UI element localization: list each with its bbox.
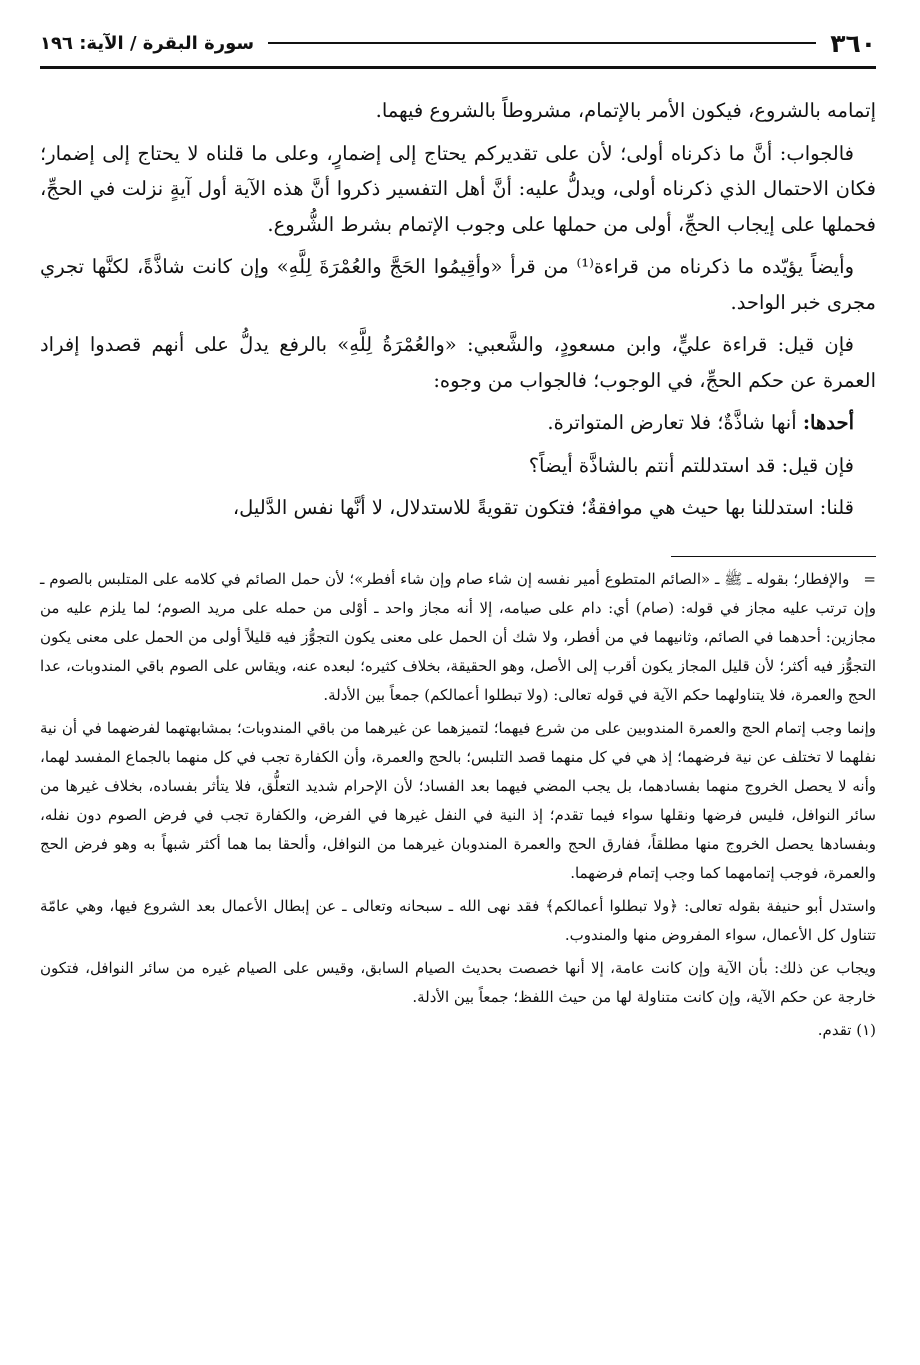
continuation-mark: = [863, 569, 876, 588]
footnote-separator [671, 556, 876, 557]
footnote-paragraph: وإنما وجب إتمام الحج والعمرة المندوبين على من شرع فيهما؛ لتميزهما عن غيرهما من باقي المندوبات؛ بمشابهتهما لفرضهما في أن نية نفلهما لا تختلف عن نية فرضهما؛ إذ هي في كل منهما قصد التلبس؛ بالحج والعمرة، وأن الكفارة تجب في كل منهما بالجماع المفسد لهما، وأنه لا يحصل الخروج منهما بفسادهما، بل يجب المضي فيهما بعد الفساد؛ لأن الإحرام شديد التعلُّق، فلا يتأثر بفساده، بخلاف غيرها من سائر النوافل، فليس فرضها ونقلها سواء فيما تقدم؛ إذ النية في النفل غيرها في الفرض، والكفارة تجب في فرض الصوم دون نفله، وبفسادها يحصل الخروج منها مطلقاً، ففارق الحج والعمرة المندوبان غيرهما من النوافل، وألحقا بما هما أكثر شبهاً به وهو فرض الحج والعمرة، فوجب إتمامهما كما وجب إتمام فرضهما. [40, 718, 876, 882]
footnotes [40, 565, 876, 1045]
main-text [40, 93, 876, 526]
main-paragraph: وأيضاً يؤيّده ما ذكرناه من قراءة⁽¹⁾ من قرأ «وأقِيمُوا الحَجَّ والعُمْرَةَ لِلَّهِ» وإن كانت شاذَّةً، لكنَّها تجري مجرى خبر الواحد. [40, 255, 876, 314]
page [40, 24, 876, 1049]
main-paragraph: فإن قيل: قد استدللتم أنتم بالشاذَّة أيضاً؟ [528, 453, 854, 477]
page-header [40, 24, 876, 69]
main-paragraph: قلنا: استدللنا بها حيث هي موافقةٌ؛ فتكون تقويةً للاستدلال، لا أنَّها نفس الدَّليل، [232, 496, 854, 519]
footnote-1: (١) تقدم. [817, 1020, 876, 1039]
bold-lead: أحدها: [802, 411, 854, 434]
main-paragraph [40, 405, 876, 441]
footnote-paragraph: ويجاب عن ذلك: بأن الآية وإن كانت عامة، إلا أنها خصصت بحديث الصيام السابق، وقيس على الصيام غيره من سائر النوافل، فتكون خارجة عن حكم الآية، وإن كانت متناولة لها من حيث اللفظ؛ جمعاً بين الأدلة. [40, 958, 876, 1006]
footnote-paragraph: واستدل أبو حنيفة بقوله تعالى: ﴿ولا تبطلوا أعمالكم﴾ فقد نهى الله ـ سبحانه وتعالى ـ عن إبطال الأعمال بعد الشروع فيها، وهي عامّة تتناول كل الأعمال، سواء المفروض منها والمندوب. [40, 896, 876, 944]
paragraph-text: أنها شاذَّةٌ؛ فلا تعارض المتواترة. [547, 411, 803, 434]
main-paragraph: إتمامه بالشروع، فيكون الأمر بالإتمام، مشروطاً بالشروع فيهما. [375, 99, 876, 122]
page-number: ٣٦٠ [830, 28, 876, 58]
header-rule [268, 42, 816, 44]
main-paragraph: فالجواب: أنَّ ما ذكرناه أولى؛ لأن على تقديركم يحتاج إلى إضمارٍ، وعلى ما قلناه لا يحتاج إلى إضمار؛ فكان الاحتمال الذي ذكرناه أولى، ويدلُّ عليه: أنَّ أهل التفسير ذكروا أنَّ هذه الآية أول آيةٍ نزلت في الحجِّ، فحملها على إيجاب الحجِّ، أولى من حملها على وجوب الإتمام بشرط الشُّروع. [40, 141, 877, 236]
footnote-text: والإفطار؛ بقوله ـ ﷺ ـ «الصائم المتطوع أمير نفسه إن شاء صام وإن شاء أفطر»؛ لأن حمل الصائم في كلامه على المتلبس بالصوم ـ وإن ترتب عليه مجاز في قوله: (صام) أي: دام على صيامه، إلا أنه مجاز واحد ـ أوْلى من حمله على مريد الصوم؛ لما يلزم عليه من مجازين: أحدهما في الصائم، وثانيهما في من أفطر، ولا شك أن الحمل على معنى يكون التجوُّز فيه قليلاً أولى من الحمل على معنى يكون التجوُّز فيه أكثر؛ لأن قليل المجاز يكون أقرب إلى الأصل، وهو الحقيقة، بخلاف كثيره؛ لبعده عنه، ويقاس على الصوم باقي المندوبات، عدا الحج والعمرة، فلا يتناولهما حكم الآية في قوله تعالى: (ولا تبطلوا أعمالكم) جمعاً بين الأدلة. [40, 569, 876, 704]
footnote-paragraph [40, 565, 876, 710]
main-paragraph: فإن قيل: قراءة عليٍّ، وابن مسعودٍ، والشَّعبي: «والعُمْرَةُ لِلَّهِ» بالرفع يدلُّ على أنهم قصدوا إفراد العمرة عن حكم الحجِّ، في الوجوب؛ فالجواب من وجوه: [40, 333, 876, 392]
surah-title: سورة البقرة / الآية: ١٩٦ [40, 32, 255, 54]
